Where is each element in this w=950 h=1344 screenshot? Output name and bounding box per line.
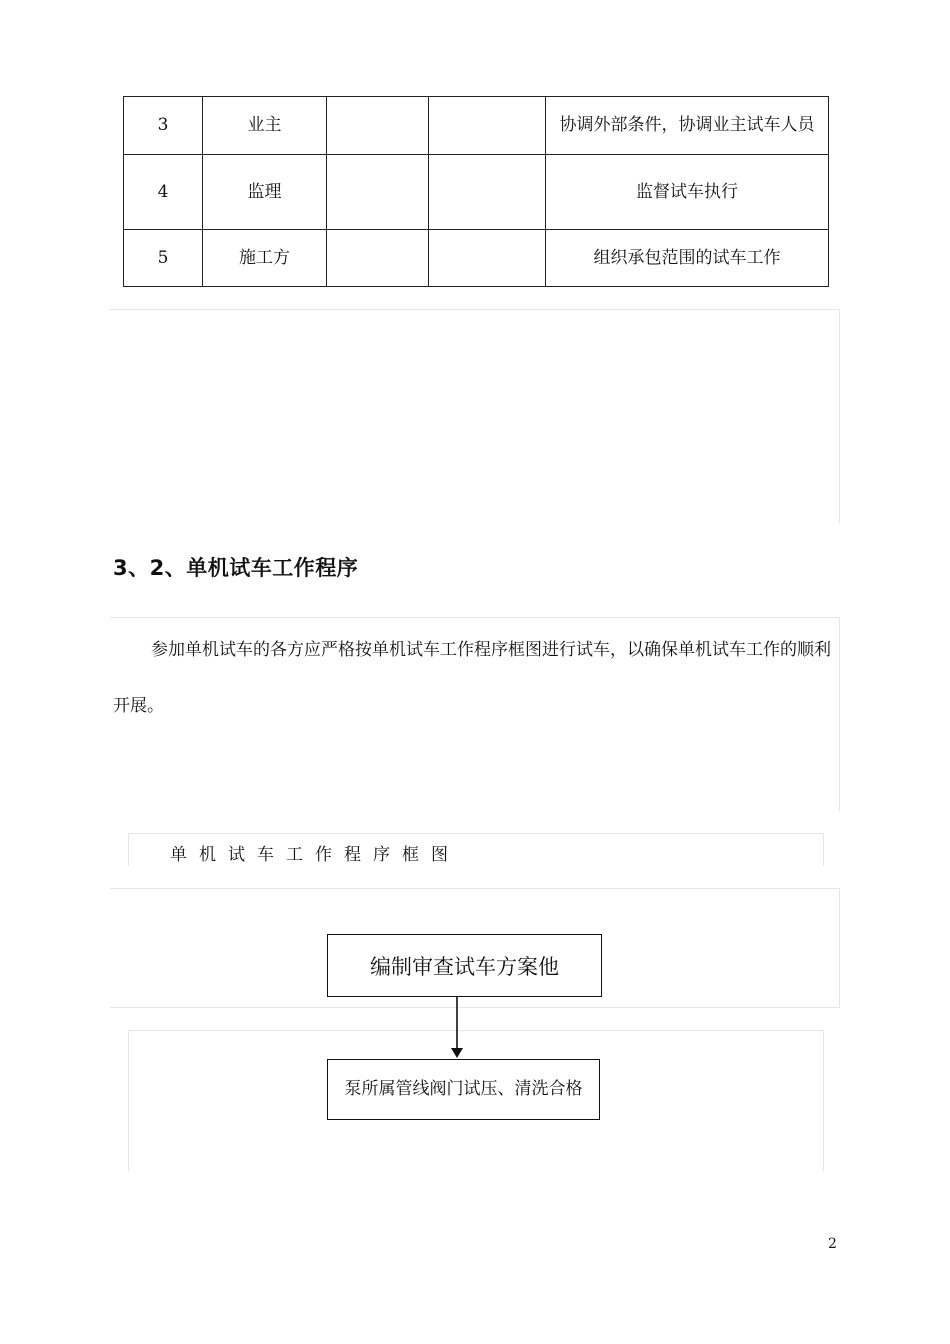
empty-cell [327,155,429,230]
flow-arrow-down-icon [447,996,467,1059]
empty-cell [327,97,429,155]
empty-cell [429,155,546,230]
duty-cell: 组织承包范围的试车工作 [546,230,829,287]
row-number: 3 [124,97,203,155]
empty-cell [429,230,546,287]
body-paragraph: 参加单机试车的各方应严格按单机试车工作程序框图进行试车，以确保单机试车工作的顺利开展。 [113,640,831,716]
table-row [124,97,829,155]
empty-cell [327,230,429,287]
flowchart-step-prepare-plan [327,934,602,997]
party-name: 施工方 [203,230,327,287]
duty-cell: 协调外部条件，协调业主试车人员 [546,97,829,155]
row-number: 4 [124,155,203,230]
table-row [124,155,829,230]
flowchart-step-pressure-test [327,1059,600,1120]
responsibility-table [123,96,829,287]
text-frame [110,309,840,523]
row-number: 5 [124,230,203,287]
duty-cell: 监督试车执行 [546,155,829,230]
party-name: 业主 [203,97,327,155]
party-name: 监理 [203,155,327,230]
flowchart-step-label: 编制审查试车方案他 [370,954,559,979]
table-row [124,230,829,287]
page-number: 2 [828,1236,837,1252]
section-heading: 3、2、单机试车工作程序 [113,556,359,580]
diagram-caption: 单机试车工作程序框图 [170,845,460,865]
empty-cell [429,97,546,155]
flowchart-step-label: 泵所属管线阀门试压、清洗合格 [344,1079,583,1099]
